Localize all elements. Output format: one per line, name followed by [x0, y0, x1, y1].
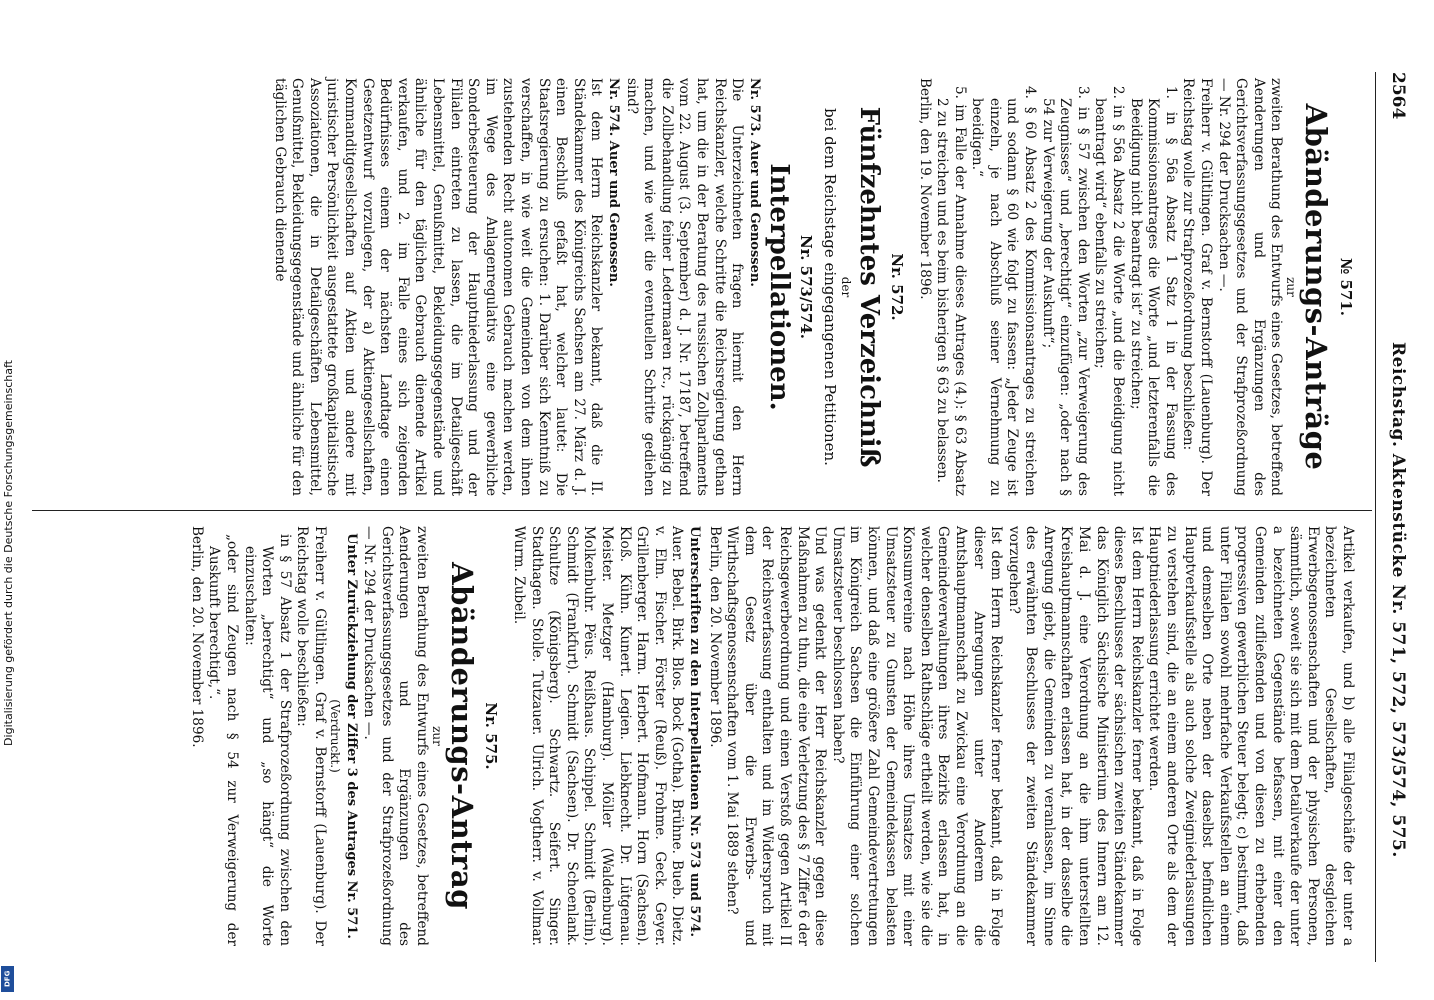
withdrawal-note: Unter Zurückziehung der Ziffer 3 des Antrages Nr. 571.: [343, 533, 359, 939]
running-title: Reichstag. Aktenstücke Nr. 571, 572, 573/574, 575.: [1388, 342, 1408, 858]
text-574: Ist dem Herrn Reichskanzler bekannt, daß die II. Ständekammer des Königreichs Sachsen am 27. März d. J. einen Beschluß gefaßt hat, welcher lautet: Die Staatsregierung zu ersuchen: 1. Darüber sich Kenntniß zu verschaffen, in wie weit die Gemeinden von dem ihnen zustehenden Recht autonomen Gebrauch machen werden, im Wege des Anlagenregulativs eine gewerbliche Sonderbesteuerung der Hauptniederlassung und der Filialen eintreten zu lassen, die im Detailgeschäft Lebensmittel, Genußmittel, Bekleidungsgegenstände und ähnliche für den täglichen Gebrauch dienende Artikel verkaufen, und 2. im Falle eines sich zeigenden Bedürfnisses einem der nächsten Landtage einen Gesetzentwurf vorzulegen, der a) Aktiengesellschaften, Kommanditgesellschaften auf Aktien und andere mit juristischer Persönlichkeit ausgestattete großkapitalistische Assoziationen, die in Detailgeschäften Lebensmittel, Genußmittel, Bekleidungsgegenstände und ähnliche für den täglichen Gebrauch dienende: [271, 78, 605, 496]
right-column: [187, 526, 1356, 946]
digitization-credit: Digitalisierung gefördert durch die Deutsche Forschungsgemeinschaft: [2, 360, 15, 746]
date-571: Berlin, den 19. November 1896.: [916, 78, 933, 300]
movers-575: Freiherr v. Gültlingen. Graf v. Bernstorff (Lauenburg). Der Reichstag wolle beschließen:: [294, 526, 328, 946]
heading-574: Nr. 574. Auer und Genossen.: [606, 78, 621, 287]
document-number-572: Nr. 572.: [887, 253, 906, 321]
signatories-list: Auer. Bebel. Birk. Blos. Bock (Gotha). Brühne. Bueb. Dietz. v. Elm. Fischer. Förster (Reuß). Frohme. Geck. Geyer. Grillenberger. Harm. Herbert. Hofmann. Horn (Sachsen). Kloß. Kühn. Kunert. Legien. Liebknecht. Dr. Lütgenau. Meister. Metzger (Hamburg). Möller (Waldenburg). Molkenbuhr. Pëus. Reißhaus. Schippel. Schmidt (Berlin). Schmidt (Frankfurt). Schmidt (Sachsen). Dr. Schoenlank. Schultze (Königsberg). Schwartz. Seifert. Singer. Stadthagen. Stolle. Tutzauer. Ulrich. Vogtherr. v. Vollmar. Wurm. Zubeil.: [511, 526, 686, 946]
date-574: Berlin, den 20. November 1896.: [706, 526, 723, 748]
der-label: der: [839, 276, 854, 298]
text-575: in § 57 Absatz 1 der Strafprozeßordnung zwischen den Worten „berechtigt“ und „so hängt“ die Worte einzuschalten:: [241, 534, 293, 946]
column-divider: [32, 510, 1372, 511]
paragraph-3: Ist dem Herrn Reichskanzler ferner bekannt, daß in Folge dieser Anregungen unter Anderem die Amtshauptmannschaft zu Zwickau eine Verordnung an die Gemeindeverwaltungen ihres Bezirks erlassen hat, in welcher denselben Rathschläge ertheilt werden, wie sie die Konsumvereine nach Höhe ihres Umsatzes mit einer Umsatzsteuer zu Gunsten der Gemeindekassen belasten können, und daß eine größere Zahl Gemeindevertretungen im Königreich Sachsen die Einführung einer solchen Umsatzsteuer beschlossen haben?: [829, 526, 1005, 946]
motion-item-1: 1. in § 56a Absatz 1 Satz 1 in der Fassung des Kommissionsantrages die Worte „und letzterenfalls die Beeidigung nicht beantragt ist“ zu streichen;: [1127, 86, 1179, 496]
title-interpellations: Interpellationen.: [763, 163, 794, 411]
paragraph-2: Ist dem Herrn Reichskanzler ferner bekannt, daß in Folge dieses Beschlusses der sächsischen zweiten Ständekammer das Königlich Sächsische Ministerium des Innern am 12. Mai d. J. eine Verordnung an die ihm unterstellten Kreishauptmannschaften erlassen hat, in der dasselbe die Anregung giebt, die Gemeinden zu veranlassen, im Sinne des erwähnten Beschlusses der zweiten Ständekammer vorzugehen?: [1005, 526, 1145, 946]
motion-item-5: 5. im Falle der Annahme dieses Antrages (4.): § 63 Absatz 2 zu streichen und es beim bisherigen § 63 zu belassen.: [934, 86, 968, 496]
misprint-note: (Verdruckt.): [327, 699, 342, 773]
intro-575: zweiten Berathung des Entwurfs eines Gesetzes, betreffend Aenderungen und Ergänzungen des Gerichtsverfassungsgesetzes und der Strafprozeßordnung — Nr. 294 der Drucksachen —.: [361, 526, 430, 946]
document-number-575: Nr. 575.: [482, 702, 501, 770]
motion-item-2: 2. in § 56a Absatz 2 die Worte „und die Beeidigung nicht beantragt wird“ ebenfalls zu streichen;: [1092, 86, 1127, 496]
signatures-heading: Unterschriften zu den Interpellationen Nr. 573 und 574.: [687, 526, 703, 937]
motion-item-4: 4. § 60 Absatz 2 des Kommissionsantrages zu streichen und sodann § 60 wie folgt zu fassen: „Jeder Zeuge ist einzeln, je nach Abschluß seiner Vernehmung zu beeidigen.“: [969, 86, 1039, 496]
title-572: Fünfzehntes Verzeichniß: [854, 106, 885, 468]
page-number: 2564: [1388, 72, 1408, 120]
intro-571: zweiten Berathung des Entwurfs eines Gesetzes, betreffend Aenderungen und Ergänzungen des Gerichtsverfassungsgesetzes und der Strafprozeßordnung — Nr. 294 der Drucksachen —.: [1215, 78, 1285, 496]
paragraph-4: Und was gedenkt der Herr Reichskanzler gegen diese Maßnahmen zu thun, die eine Verletzung des § 7 Ziffer 6 der Reichsgewerbeordnung und einen Verstoß gegen Artikel II der Reichsverfassung enthalten und im Widerspruch mit dem Gesetz über die Erwerbs- und Wirthschaftsgenossenschaften vom 1. Mai 1889 stehen?: [724, 526, 829, 946]
continuation-574: Artikel verkaufen, und b) alle Filialgeschäfte der unter a bezeichneten Gesellschaften, desgleichen Erwerbsgenossenschaften und der physischen Personen, sämmtlich, soweit sie sich mit dem Detailverkaufe der unter a bezeichneten Gegenstände befassen, mit einer den Gemeinden zufließenden und von diesen zu erhebenden progressiven gewerblichen Steuer belegt; c) bestimmt, daß unter Filialen sowohl mehrfache Verkaufsstellen an einem und demselben Orte neben der daselbst befindlichen Hauptverkaufsstelle als auch solche Zweigniederlassungen zu verstehen sind, die an einem anderen Orte als dem der Hauptniederlassung errichtet werden.: [1146, 526, 1356, 946]
document-number-573-574: Nr. 573/574.: [797, 234, 816, 339]
document-number-571: № 571.: [1337, 257, 1355, 317]
dfg-logo: DFG: [1, 966, 14, 992]
text-573: Die Unterzeichneten fragen hiermit den Herrn Reichskanzler, welche Schritte die Reichsregierung gethan hat, um die in der Beratung des russischen Zollparlaments vom 22. August (3. September) d. J. Nr. 17187, betreffend die Zollbehandlung feiner Ledermaaren rc., rückgängig zu machen, und wie weit die eventuellen Schritte gediehen sind?: [623, 78, 746, 496]
subtitle-572: bei dem Reichstage eingegangenen Petitionen.: [821, 108, 840, 466]
quote-575: „oder sind Zeugen nach § 54 zur Verweigerung der Auskunft berechtigt,“.: [206, 534, 240, 946]
date-575: Berlin, den 20. November 1896.: [188, 526, 205, 748]
title-571: Abänderungs-Anträge: [1299, 103, 1334, 471]
zur-label-2: zur: [429, 726, 444, 746]
zur-label: zur: [1284, 277, 1299, 297]
heading-573: Nr. 573. Auer und Genossen.: [746, 78, 762, 287]
left-column: [270, 78, 1356, 496]
motion-item-3: 3. in § 57 zwischen den Worten „zur Verweigerung des Zeugnisses“ und „berechtigt“ einzufügen: „oder nach § 54 zur Verweigerung der Auskunft“;: [1039, 86, 1091, 496]
movers-571: Freiherr v. Gültlingen. Graf v. Bernstorff (Lauenburg). Der Reichstag wolle zur Strafprozeßordnung beschließen:: [1180, 78, 1215, 496]
page-header: [1375, 72, 1414, 962]
title-575: Abänderungs-Antrag: [444, 562, 479, 910]
